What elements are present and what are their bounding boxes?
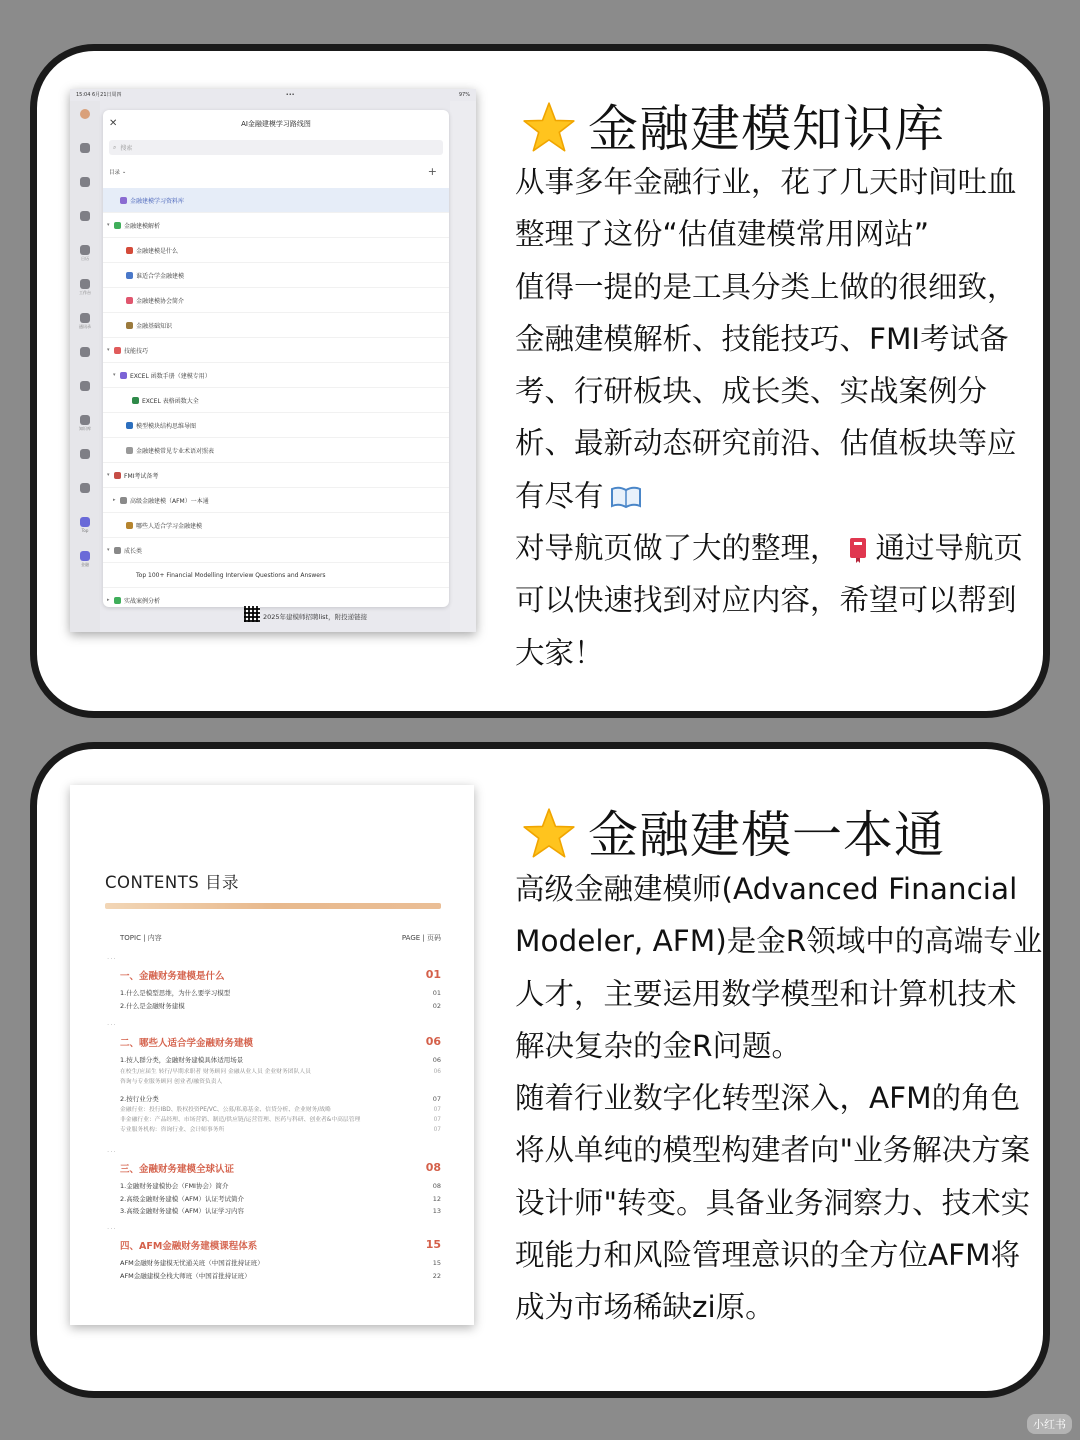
section-item-text: 2.什么是金融财务建模 <box>120 1001 185 1010</box>
section-item-page: 01 <box>432 989 441 997</box>
paragraph-text: 对导航页做了大的整理， <box>515 531 840 566</box>
tree-item[interactable] <box>103 438 449 463</box>
add-icon[interactable]: + <box>427 165 437 178</box>
section-item-text: 咨询与专业服务顾问 创业者/融资负责人 <box>120 1078 223 1085</box>
section-item <box>120 1115 441 1125</box>
card-body <box>515 863 1045 1334</box>
sidebar-item[interactable] <box>76 517 94 533</box>
tree-item[interactable] <box>103 288 449 313</box>
doc-dots: ··· <box>107 1021 117 1029</box>
caret-icon[interactable]: ▾ <box>107 347 110 353</box>
caret-icon[interactable]: ▾ <box>107 472 110 478</box>
sidebar-item-label: 通讯录 <box>79 324 91 329</box>
section-item <box>120 1093 441 1106</box>
tree-item[interactable] <box>103 188 449 213</box>
section-item <box>120 1270 441 1283</box>
section-item-text: 1.金融财务建模协会（FMI协会）简介 <box>120 1182 229 1190</box>
section-item-page: 02 <box>432 1001 441 1010</box>
caret-icon[interactable]: ▾ <box>107 222 110 228</box>
section-item-page: 06 <box>432 1056 441 1064</box>
sidebar-app-icon <box>80 177 90 187</box>
page-header: PAGE | 页码 <box>401 934 441 942</box>
tree-item-label: 金融建模是什么 <box>136 247 179 255</box>
caret-icon[interactable]: ▾ <box>113 372 116 378</box>
doc-section <box>120 1238 441 1282</box>
navigation-panel <box>103 110 449 607</box>
page-icon <box>114 222 121 229</box>
section-item-page: 07 <box>432 1094 441 1103</box>
sidebar-item[interactable] <box>76 143 94 153</box>
sidebar-item[interactable] <box>76 551 94 568</box>
section-page: 01 <box>425 968 441 981</box>
sidebar-app-icon <box>80 313 90 323</box>
sidebar-item[interactable] <box>76 415 94 432</box>
section-item <box>120 1205 441 1218</box>
tree-item-label: 哪些人适合学习金融建模 <box>136 522 203 530</box>
card-afm-guide <box>30 742 1050 1398</box>
section-item-text: 金融行业：投行IBD、股权投资PE/VC、公募/私募基金、信贷分析、企业财务/战略 <box>120 1107 331 1113</box>
section-page: 06 <box>425 1035 441 1048</box>
sidebar-app-icon <box>80 517 90 527</box>
section-item <box>120 1193 441 1206</box>
doc-table-header <box>120 933 441 943</box>
tree-item-label: 高级金融建模（AFM）一本通 <box>130 497 209 505</box>
page-icon <box>126 272 133 279</box>
doc-title: CONTENTS 目录 <box>105 873 239 892</box>
tree-item[interactable] <box>103 463 449 488</box>
tree-item-label: 技能技巧 <box>124 347 149 355</box>
tree-item-label: 模型模块结构思维导图 <box>136 422 197 430</box>
section-item-page: 07 <box>433 1127 441 1133</box>
bookmark-icon <box>846 536 870 564</box>
card-title-text: 金融建模知识库 <box>588 100 945 158</box>
section-item-text: 非金融行业：产品经理、市场营销、制造/供应链/运营管理、医药与科研、创业者&中高层管理 <box>120 1117 361 1123</box>
qr-code-icon <box>244 606 260 622</box>
caret-icon[interactable]: ▸ <box>107 597 110 603</box>
page-icon <box>114 472 121 479</box>
paragraph <box>515 522 1045 679</box>
section-title <box>120 1161 441 1175</box>
app-screenshot <box>70 89 476 632</box>
sidebar-app-icon <box>80 347 90 357</box>
tree-item[interactable] <box>103 513 449 538</box>
section-item-text: 专业服务机构：咨询行业、会计师事务所 <box>120 1127 225 1133</box>
tree-item-label: 谁适合学金融建模 <box>136 272 185 280</box>
page-icon <box>126 322 133 329</box>
page-icon <box>120 497 127 504</box>
section-item <box>120 1077 441 1087</box>
sidebar-item[interactable] <box>76 449 94 459</box>
open-book-icon <box>610 485 642 509</box>
status-bar <box>70 89 476 100</box>
doc-dots: ··· <box>107 1225 117 1233</box>
status-time: 15:04 6月21日周四 <box>76 92 122 98</box>
paragraph: 高级金融建模师(Advanced Financial Modeler, AFM)是金R领域中的高端专业人才，主要运用数学模型和计算机技术解决复杂的金R问题。 <box>515 872 1043 1063</box>
tree-item[interactable] <box>103 388 449 413</box>
panel-header <box>103 116 449 132</box>
section-title <box>120 1238 441 1252</box>
paragraph-text: 值得一提的是工具分类上做的很细致，金融建模解析、技能技巧、FMI考试备考、行研板块、成长类、实战案例分析、最新动态研究前沿、估值板块等应有尽有 <box>515 269 1017 513</box>
sidebar-item[interactable] <box>76 313 94 330</box>
section-item-page: 15 <box>432 1259 441 1267</box>
sidebar-item[interactable] <box>76 279 94 296</box>
page-icon <box>132 397 139 404</box>
tree-item-label: 成长类 <box>124 547 143 555</box>
card-knowledge-base <box>30 44 1050 718</box>
tree-item-label: EXCEL 函数手册（建模专用） <box>130 372 211 380</box>
page-icon <box>114 347 121 354</box>
section-item-text: AFM金融建模全栈大师班（中国首批持证班） <box>120 1271 251 1280</box>
section-item-page: 13 <box>432 1207 441 1215</box>
battery-indicator: 97% <box>458 91 470 98</box>
search-icon: ⌕ <box>113 143 117 151</box>
section-title-text: 三、金融财务建模全球认证 <box>120 1164 235 1175</box>
tree-item[interactable] <box>103 538 449 563</box>
section-title <box>120 968 441 982</box>
tree-item-label: FMI考试备考 <box>124 472 159 480</box>
page-icon <box>126 572 133 579</box>
page-icon <box>126 522 133 529</box>
card-body <box>515 156 1045 679</box>
star-icon <box>522 101 576 155</box>
page-icon <box>126 247 133 254</box>
close-icon[interactable]: ✕ <box>109 118 118 129</box>
search-input[interactable] <box>109 140 443 155</box>
doc-section <box>120 968 441 1012</box>
page-icon <box>120 372 127 379</box>
sidebar-item-label: 知识库 <box>79 426 91 431</box>
card-title <box>522 795 945 867</box>
sidebar-app-icon <box>80 483 90 493</box>
paragraph-text: 通过导航页可以快速找到对应内容，希望可以帮到大家！ <box>515 531 1024 670</box>
sidebar-item-label: 金融 <box>81 562 89 567</box>
tree-item[interactable] <box>103 238 449 263</box>
section-item <box>120 1105 441 1115</box>
paragraph: 从事多年金融行业，花了几天时间吐血整理了这份“估值建模常用网站” <box>515 165 1017 252</box>
search-placeholder: 搜索 <box>120 145 133 152</box>
tree-item-label: 金融建模常见专业术语对照表 <box>136 447 215 455</box>
tree-item-label: EXCEL 表格函数大全 <box>142 397 199 405</box>
app-sidebar <box>70 101 100 632</box>
sidebar-app-icon <box>80 415 90 425</box>
star-icon <box>522 807 576 861</box>
sidebar-app-icon <box>80 109 90 119</box>
section-item <box>120 1000 441 1013</box>
sidebar-app-icon <box>80 551 90 561</box>
right-strip <box>450 101 476 632</box>
section-item-text: 2.高级金融财务建模（AFM）认证考试简介 <box>120 1194 244 1203</box>
section-page: 08 <box>425 1161 441 1174</box>
sidebar-app-icon <box>80 449 90 459</box>
tree-item-label: 金融建模解析 <box>124 222 161 230</box>
sidebar-app-icon <box>80 279 90 289</box>
section-item-text: 在校生/应届生 转行/早期求职者 财务顾问 金融从业人员 企业财务团队人员 <box>120 1068 311 1075</box>
section-item-page: 12 <box>432 1194 441 1203</box>
section-item-text: 1.按人群分类，金融财务建模具体适用场景 <box>120 1056 244 1064</box>
sidebar-app-icon <box>80 211 90 221</box>
section-title <box>120 1035 441 1049</box>
panel-title: AI金融建模学习路线图 <box>241 120 311 128</box>
section-item <box>120 1054 441 1067</box>
doc-title-bar <box>105 903 441 909</box>
page-icon <box>114 597 121 604</box>
tree-item[interactable] <box>103 213 449 238</box>
tree-item[interactable] <box>103 488 449 513</box>
sidebar-app-icon <box>80 143 90 153</box>
doc-section <box>120 1035 441 1135</box>
watermark: 小红书 <box>1027 1414 1072 1434</box>
tree-item-label: Top 100+ Financial Modelling Interview Questions and Answers <box>136 571 326 579</box>
paragraph: 随着行业数字化转型深入，AFM的角色将从单纯的模型构建者向"业务解决方案设计师"转变。具备业务洞察力、技术实现能力和风险管理意识的全方位AFM将成为市场稀缺zi原。 <box>515 1081 1031 1325</box>
tree-item[interactable] <box>103 588 449 607</box>
tree-item-label: 金融建模协会简介 <box>136 297 185 305</box>
section-title-text: 一、金融财务建模是什么 <box>120 971 225 982</box>
section-item <box>120 1180 441 1193</box>
document-tree <box>103 188 449 607</box>
tree-item[interactable] <box>103 313 449 338</box>
doc-dots: ··· <box>107 1148 117 1156</box>
topic-header: TOPIC | 内容 <box>120 934 162 942</box>
doc-dots: ··· <box>107 955 117 963</box>
tree-item[interactable] <box>103 263 449 288</box>
tree-item-label: 金融建模学习资料库 <box>130 197 185 205</box>
tree-item[interactable] <box>103 363 449 388</box>
caret-icon[interactable]: ▸ <box>113 497 116 503</box>
tree-item[interactable] <box>103 338 449 363</box>
section-item-text: AFM金融财务建模无忧通关班（中国首批持证班） <box>120 1259 264 1267</box>
sidebar-item[interactable] <box>76 381 94 391</box>
sidebar-app-icon <box>80 245 90 255</box>
page-icon <box>126 297 133 304</box>
tree-item-label: 实战案例分析 <box>124 597 161 605</box>
section-item-page: 07 <box>433 1107 441 1113</box>
section-item-page: 07 <box>433 1117 441 1123</box>
sidebar-item[interactable] <box>76 211 94 221</box>
page-icon <box>126 447 133 454</box>
toc-label: 目录 <box>109 170 121 176</box>
chevron-down-icon: ⌄ <box>122 169 127 175</box>
page-icon <box>114 547 121 554</box>
bottom-note: 2025年建模师招聘list，附投递链接 <box>263 613 368 621</box>
sidebar-item[interactable] <box>76 347 94 357</box>
section-item <box>120 1257 441 1270</box>
sidebar-item-label: 日历 <box>81 256 89 261</box>
sidebar-app-icon <box>80 381 90 391</box>
sidebar-item-label: 工作台 <box>79 290 91 295</box>
section-page: 15 <box>425 1238 441 1251</box>
section-title-text: 二、哪些人适合学金融财务建模 <box>120 1038 254 1049</box>
section-item <box>120 1067 441 1077</box>
caret-icon[interactable]: ▾ <box>107 547 110 553</box>
page-icon <box>126 422 133 429</box>
sidebar-item-label: Top <box>81 528 89 533</box>
status-dots: ••• <box>285 91 295 98</box>
tree-item-label: 金融基础知识 <box>136 322 173 330</box>
card-title <box>522 89 945 161</box>
tree-item[interactable] <box>103 563 449 588</box>
section-item <box>120 987 441 1000</box>
card-title-text: 金融建模一本通 <box>588 806 945 864</box>
section-item-text: 2.按行业分类 <box>120 1094 159 1103</box>
tree-item[interactable] <box>103 413 449 438</box>
sidebar-item[interactable] <box>76 177 94 187</box>
section-title-text: 四、AFM金融财务建模课程体系 <box>120 1241 258 1252</box>
sidebar-item[interactable] <box>76 109 94 119</box>
section-item-text: 1.什么是模型思维，为什么要学习模型 <box>120 989 231 997</box>
section-item-page: 06 <box>433 1068 441 1075</box>
toc-dropdown[interactable] <box>103 165 449 179</box>
document-screenshot <box>70 785 474 1325</box>
sidebar-item[interactable] <box>76 483 94 493</box>
section-item-text: 3.高级金融财务建模（AFM）认证学习内容 <box>120 1207 244 1215</box>
page-icon <box>120 197 127 204</box>
sidebar-item[interactable] <box>76 245 94 262</box>
paragraph <box>515 261 1045 522</box>
section-item-page: 22 <box>432 1271 441 1280</box>
section-item-page: 08 <box>432 1182 441 1190</box>
doc-section <box>120 1161 441 1218</box>
section-item <box>120 1125 441 1135</box>
